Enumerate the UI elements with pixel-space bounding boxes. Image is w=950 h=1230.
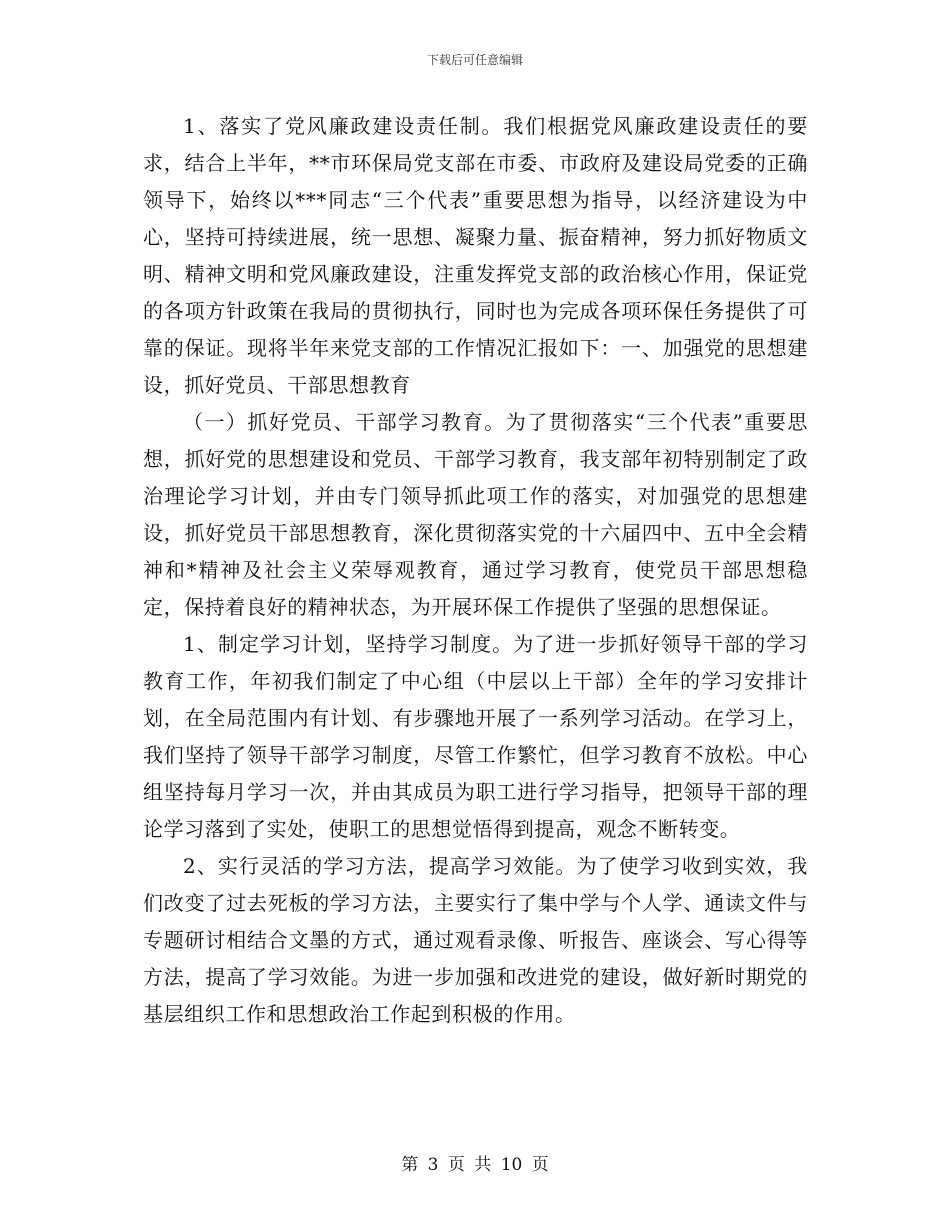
- page-number-footer: 第 3 页 共 10 页: [401, 1155, 549, 1175]
- paragraph-4: 2、实行灵活的学习方法，提高学习效能。为了使学习收到实效，我们改变了过去死板的学习方法，主要实行了集中学与个人学、通读文件与专题研讨相结合文墨的方式，通过观看录像、听报告、座谈会、写心得等方法，提高了学习效能。为进一步加强和改进党的建设，做好新时期党的基层组织工作和思想政治工作起到积极的作用。: [143, 854, 808, 1026]
- paragraph-3: 1、制定学习计划，坚持学习制度。为了进一步抓好领导干部的学习教育工作，年初我们制定了中心组（中层以上干部）全年的学习安排计划，在全局范围内有计划、有步骤地开展了一系列学习活动。在学习上，我们坚持了领导干部学习制度，尽管工作繁忙，但学习教育不放松。中心组坚持每月学习一次，并由其成员为职工进行学习指导，把领导干部的理论学习落到了实处，使职工的思想觉悟得到提高，观念不断转变。: [143, 632, 808, 841]
- paragraph-1: 1、落实了党风廉政建设责任制。我们根据党风廉政建设责任的要求，结合上半年，**市环保局党支部在市委、市政府及建设局党委的正确领导下，始终以***同志“三个代表”重要思想为指导，以经济建设为中心，坚持可持续进展，统一思想、凝聚力量、振奋精神，努力抓好物质文明、精神文明和党风廉政建设，注重发挥党支部的政治核心作用，保证党的各项方针政策在我局的贯彻执行，同时也为完成各项环保任务提供了可靠的保证。现将半年来党支部的工作情况汇报如下：一、加强党的思想建设，抓好党员、干部思想教育: [143, 114, 808, 397]
- document-body: [143, 108, 808, 1033]
- paragraph-2: （一）抓好党员、干部学习教育。为了贯彻落实“三个代表”重要思想，抓好党的思想建设和党员、干部学习教育，我支部年初特别制定了政治理论学习计划，并由专门领导抓此项工作的落实，对加强党的思想建设，抓好党员干部思想教育，深化贯彻落实党的十六届四中、五中全会精神和*精神及社会主义荣辱观教育，通过学习教育，使党员干部思想稳定，保持着良好的精神状态，为开展环保工作提供了坚强的思想保证。: [143, 410, 808, 619]
- page-header: 下载后可任意编辑: [426, 53, 523, 67]
